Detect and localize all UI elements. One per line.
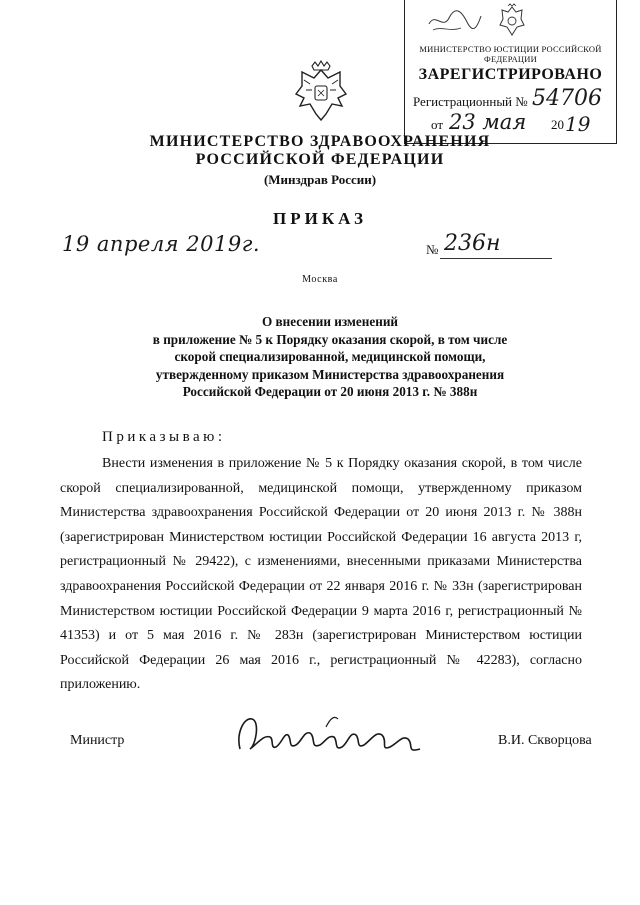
order-body-text: Внести изменения в приложение № 5 к Порядку оказания скорой, в том числе скорой специализированной, медицинской помощи, утвержденному приказом Министерства здравоохранения Российской Федерации от 20 июня 2013 г. № 388н (зарегистрирован Министерством юстиции Российской Федерации 16 августа 2013 г, регистрационный № 29422), с изменениями, внесенными приказами Министерства здравоохранения Российской Федерации от 22 января 2016 г. № 33н (зарегистрирован Министерством юстиции Российской Федерации 9 марта 2016 г, регистрационный № 41353) и от 5 мая 2016 г. № 283н (зарегистрирован Министерством юстиции Российской Федерации 26 мая 2016 г., регистрационный № 42283), согласно приложению. (60, 456, 582, 693)
stamp-registered: ЗАРЕГИСТРИРОВАНО (418, 66, 603, 83)
stamp-year-prefix: 20 (551, 117, 564, 132)
order-subject (100, 313, 560, 401)
federation-title: РОССИЙСКОЙ ФЕДЕРАЦИИ (195, 151, 445, 168)
order-number: 236н (444, 231, 501, 256)
stamp-reg-number-label: Регистрационный № (413, 94, 528, 109)
order-date: 19 апреля 2019г. (62, 232, 260, 256)
subject-line: в приложение № 5 к Порядку оказания скорой, в том числе (152, 331, 508, 347)
stamp-ministry: МИНИСТЕРСТВО ЮСТИЦИИ РОССИЙСКОЙ ФЕДЕРАЦИИ (419, 44, 602, 64)
stamp-date-label: от (431, 117, 444, 132)
order-city: Москва (302, 274, 338, 285)
stamp-year-handwritten: 19 (565, 112, 591, 136)
stamp-reg-number: 54706 (532, 86, 602, 111)
stamp-scribble-icon (425, 4, 485, 36)
order-number-line (440, 258, 552, 259)
subject-line: О внесении изменений (261, 314, 399, 329)
subject-line: скорой специализированной, медицинской помощи, (174, 349, 486, 365)
subject-line: утвержденному приказом Министерства здравоохранения (155, 366, 505, 382)
subject-line: Российской Федерации от 20 июня 2013 г. № 388н (182, 384, 478, 400)
signer-name: В.И. Скворцова (498, 733, 592, 748)
order-number-label: № (426, 242, 439, 257)
registration-stamp (404, 0, 617, 144)
signer-position: Министр (70, 733, 125, 748)
document-type: ПРИКАЗ (273, 209, 367, 228)
command-word: Приказываю: (102, 429, 226, 445)
stamp-date-handwritten: 23 мая (449, 110, 527, 134)
handwritten-signature (230, 705, 430, 765)
ministry-short-name: (Минздрав России) (263, 172, 377, 187)
coat-of-arms-icon (290, 60, 352, 126)
stamp-emblem-icon (497, 3, 527, 39)
ministry-title: МИНИСТЕРСТВО ЗДРАВООХРАНЕНИЯ (149, 133, 491, 150)
